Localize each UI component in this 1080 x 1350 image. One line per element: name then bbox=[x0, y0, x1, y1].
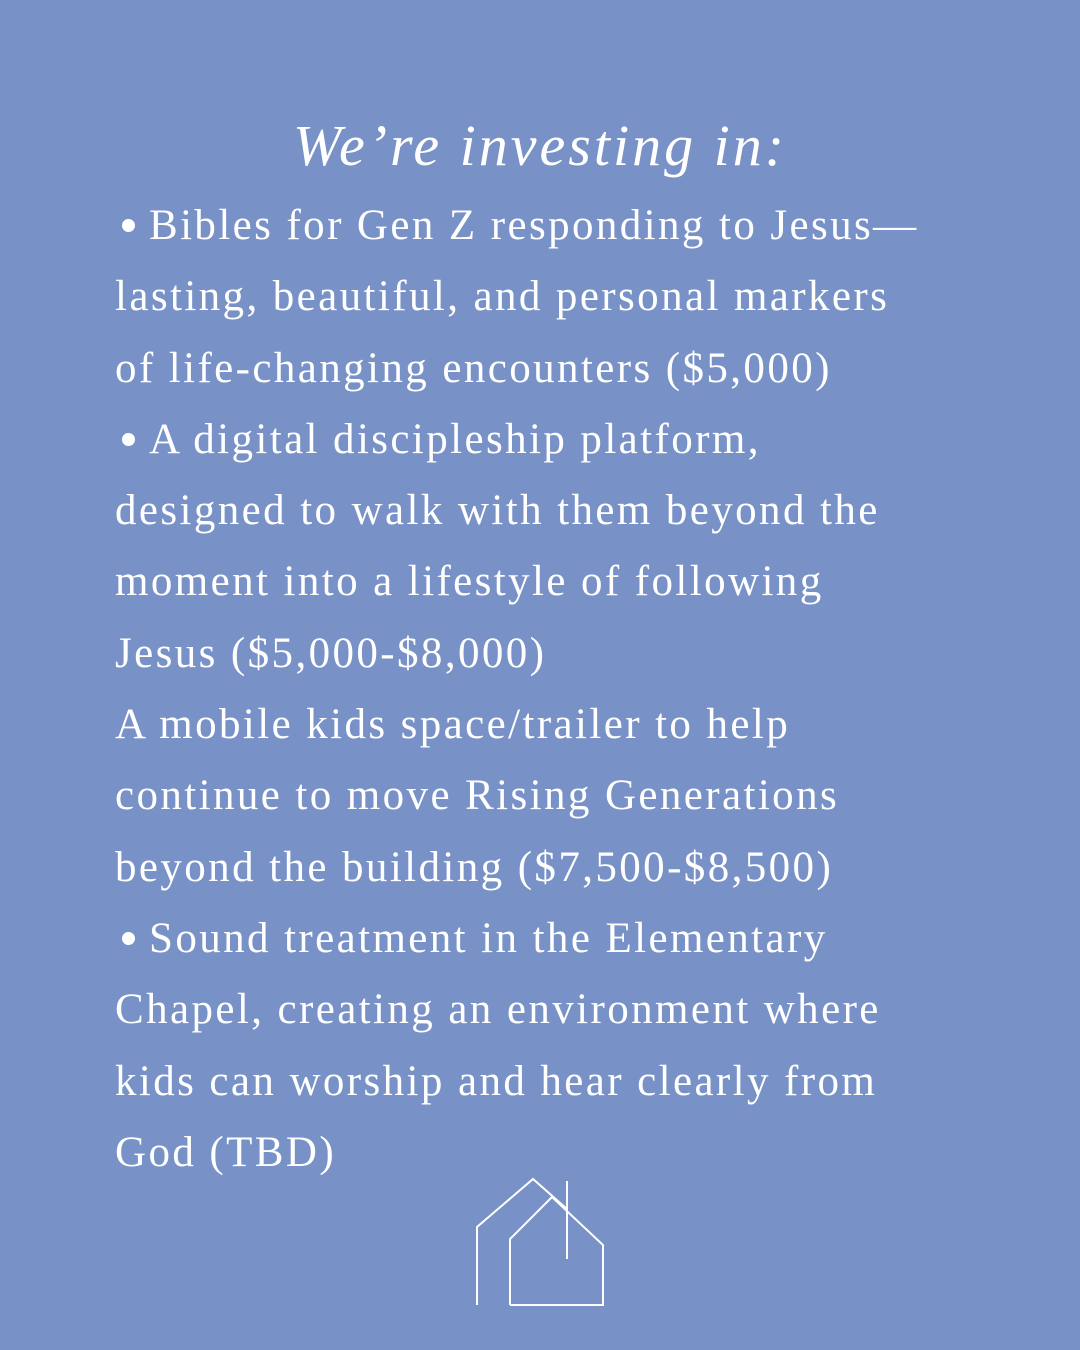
list-line-text: Chapel, creating an environment where bbox=[115, 986, 881, 1034]
list-line bbox=[115, 760, 975, 831]
list-line-text: moment into a lifestyle of following bbox=[115, 558, 824, 606]
list-line bbox=[115, 546, 975, 617]
list-line-text: continue to move Rising Generations bbox=[115, 772, 840, 820]
list-line-text: Sound treatment in the Elementary bbox=[149, 914, 828, 962]
list-line bbox=[115, 974, 975, 1045]
list-line bbox=[115, 261, 975, 332]
list-line-text: God (TBD) bbox=[115, 1128, 337, 1176]
slide-title: We’re investing in: bbox=[292, 113, 788, 178]
list-line bbox=[115, 832, 975, 903]
list-line-text: lasting, beautiful, and personal markers bbox=[115, 273, 890, 321]
list-line bbox=[115, 903, 975, 974]
list-line-text: Jesus ($5,000-$8,000) bbox=[115, 629, 547, 677]
investment-list bbox=[115, 190, 975, 1188]
list-line-text: Bibles for Gen Z responding to Jesus— bbox=[149, 202, 919, 249]
list-line bbox=[115, 333, 975, 404]
list-line-text: A digital discipleship platform, bbox=[149, 415, 761, 463]
house-outline-logo bbox=[475, 1177, 605, 1307]
list-line-text: beyond the building ($7,500-$8,500) bbox=[115, 843, 834, 891]
list-line bbox=[115, 190, 975, 261]
list-line bbox=[115, 689, 975, 760]
list-line bbox=[115, 475, 975, 546]
list-line-text: of life-changing encounters ($5,000) bbox=[115, 344, 832, 392]
list-line-text: kids can worship and hear clearly from bbox=[115, 1057, 878, 1105]
list-line-text: designed to walk with them beyond the bbox=[115, 487, 880, 535]
list-line bbox=[115, 404, 975, 475]
list-line-text: A mobile kids space/trailer to help bbox=[115, 701, 791, 749]
list-line bbox=[115, 1046, 975, 1117]
list-line bbox=[115, 618, 975, 689]
